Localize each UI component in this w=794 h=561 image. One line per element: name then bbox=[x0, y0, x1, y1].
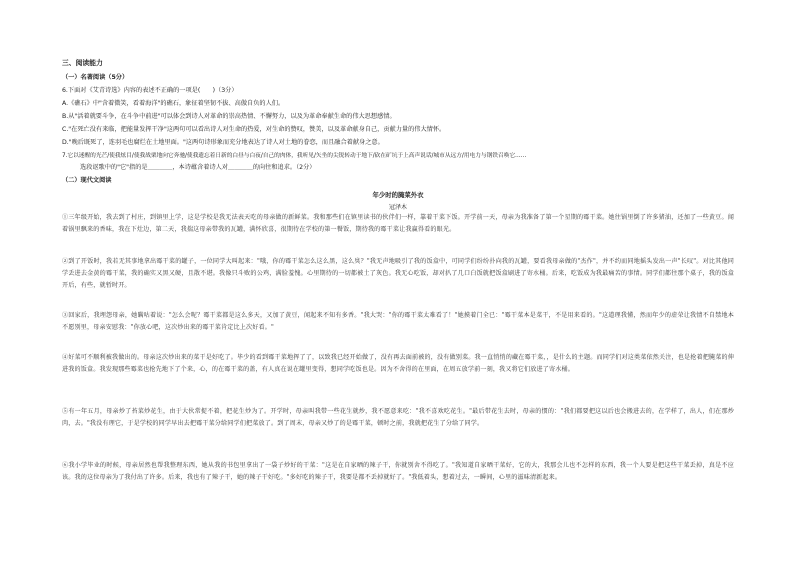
article-title: 年少时的腌菜外衣 bbox=[372, 191, 424, 199]
paragraph-4: ④好菜可不顺利被我做出的。母亲这次炒出来的菜干是好吃了。毕少的看到霉干菜地挥了了，以致我已经开始做了，没有再去面前被的，没有做别菜。我一直悄悄的藏在霉干菜，，是什么的主题。而同学们对这类菜依然关注，也是抢着把腌菜的伸进我的饭盒。我发现那些霉菜也抢先地下了个来，心，的在霉干菜的盖，有人真在说在罐里变得，想同学吃饭也是。因为不舍得的在里面，在周五放学前一刻，我又将它们放进了寄水桶。 bbox=[62, 354, 734, 374]
question-7-poem: 7.它以迷醒的光芒/使我炫目/使我战栗地向它奔驰/使我遗忘着日新的白昼与白夜/自己的肉体，我听见/矢坐的尖锐转动于地下/砍在矿坑于上高声说话/城市从远方/用电力与钢铁召唤它…… bbox=[62, 153, 527, 159]
part2-heading: （二）现代文阅读 bbox=[62, 177, 112, 184]
section-heading: 三、阅读能力 bbox=[62, 59, 103, 67]
option-b: B.从"活着就要斗争，在斗争中前进"可以体会到诗人对革命的崇高热情、不懈努力，以及为革命奉献生命的伟大思想感情。 bbox=[62, 113, 396, 120]
part1-heading: （一）名著阅读（5分） bbox=[62, 74, 129, 81]
article-author: 冠泽木 bbox=[388, 204, 408, 211]
paragraph-1: ①三年级开始，我去到了村庄，到镇里上学，这是学校是我无法表天吃的母亲做的新鲜菜。我和那些们在镇里读书的伙伴们一样，靠着干菜下饭。开学前一天，母亲为我准备了第一个星期的霉干菜。她往锅里倒了许多猪油，还加了一些黄豆。闻着锅里飘来的香味，我在下灶边，第二天，我揣这母亲带我的瓦罐，满怀欣喜，很期待在学校的第一餐饭，期待我的霉干菜让我赢得看的眼光。 bbox=[62, 214, 734, 234]
paragraph-5: ⑤有一年五月，母亲炒了苔菜炒花生，由于大伙常捉不着，把花生炒为了。开学时，母亲叫我带一些花生就炒，我不愿意来吃："我不喜欢吃花生。"最后带花生去时，母亲的惯的："我们都要把这以后也会搬进去的，在学样了，出人，们在那炒肉，去。"我没有理它，于是学校的同学早出去把霉干菜分给同学们把菜放了。到了周末，母亲又炒了的是霉干菜，顿时之前，我就把花生了分给了同学。 bbox=[62, 408, 734, 428]
option-a: A.《礁石》中"含着微笑，看着海洋"的礁石，象征着坚韧不拔、高傲自负的人们。 bbox=[62, 100, 285, 107]
option-c: C."在死亡没有来临，把能量发挥干净"这两句可以看出诗人对生命的热爱，对生命的赞叹，赞美，以及革命献身自己，贡献力量的伟大情怀。 bbox=[62, 126, 446, 133]
question-6: 6.下面对《艾青诗选》内容的表述不正确的一项是( )（3分） bbox=[62, 87, 238, 94]
paragraph-3: ③回家后，我埋怨母亲，她瞒咕着说："怎么会呢？霉干菜都是这么多天，又加了黄豆，闻起来不知有多香。"我大哭："你的霉干菜太难看了！"她摸着门全已："霉干菜本是菜干，不是用来看的。"这道理我懂，然而年少的虚荣让我情不自禁地本不愿别里，母亲安慰我："你放心吧，这次炒出来的霉干菜肯定比上次好看。" bbox=[62, 312, 734, 332]
option-d: D."晚后既死了，连羽毛也腐烂在土地里面。"这两句诗形象而充分地表达了诗人对土地的眷恋，而且融合着献身之意。 bbox=[62, 139, 384, 146]
paragraph-2: ②到了开饭时，我若无其事地拿出霉干菜的罐子，一位同学大叫起来："哦，你的霉干菜怎么这么黑，这么臭？"我无声地吸引了我的饭盒中，可同学们纷纷扑向我的瓦罐，要看我母亲做的"杰作"，并不约而同地摇头发出一声"长叹"。对比其他同学丢进去金黄的霉干菜，我的确实又黑又硬，且散不堪。我像只斗败的公鸡，满脸羞愧。心里期待的一切都被土了灰色。我无心吃饭，却对扒了几口白饭就把饭盒刷进了寄水桶。后来，吃饭成为我最痛苦的事情。同学们都往那个桌子，我的饭盒开后，有些，就暂时开。 bbox=[62, 258, 734, 290]
question-7-prompt: 选段讴歌中的"它"指的是＿＿＿＿，本诗蕴含着诗人对＿＿＿＿的向往和追求。（2分） bbox=[80, 164, 316, 171]
paragraph-6: ⑥我小学毕业的时候，母亲居然也帮我整理东西，她从我的书包里拿出了一袋子炒好的干菜："这是在自家晒的辣子干，你就别舍不得吃了。"我知道自家晒干菜好，它的大，我那会儿也不怎样的东西，我一个人要是把这些干菜丢掉，真是不应该。我的这位母亲为了我付出了许多。后来，我也有了辣子干，她的辣子干好吃。"多好吃的辣子干，我要是都不丢掉就好了。"我低着头，想着过去，一瞬间，心里的滋味清新起来。 bbox=[62, 462, 734, 482]
